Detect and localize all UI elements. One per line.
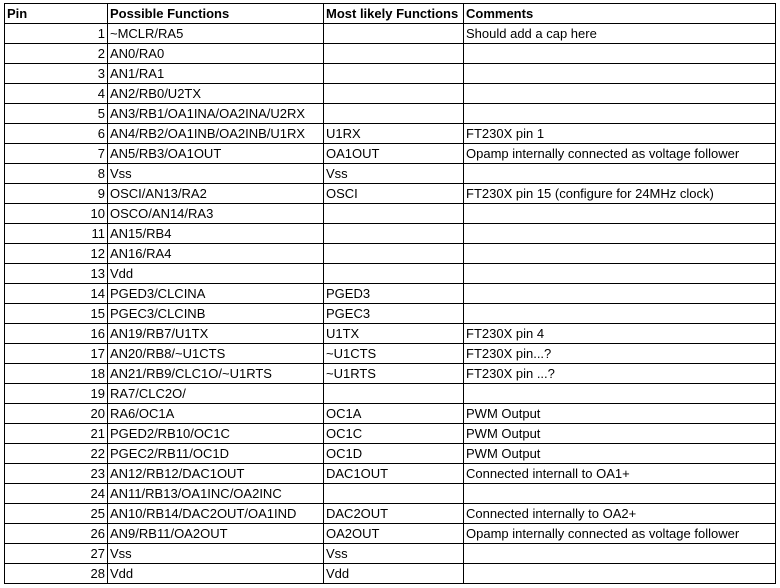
pin-cell[interactable]: 2 bbox=[5, 44, 108, 64]
possible-functions-cell[interactable]: ~MCLR/RA5 bbox=[108, 24, 324, 44]
possible-functions-cell[interactable]: AN20/RB8/~U1CTS bbox=[108, 344, 324, 364]
most-likely-function-cell[interactable] bbox=[324, 264, 464, 284]
pin-cell[interactable]: 18 bbox=[5, 364, 108, 384]
comment-cell[interactable] bbox=[464, 564, 776, 584]
table-row bbox=[5, 484, 776, 504]
most-likely-function-cell[interactable]: OC1A bbox=[324, 404, 464, 424]
table-row bbox=[5, 44, 776, 64]
possible-functions-cell[interactable]: Vss bbox=[108, 164, 324, 184]
comment-cell[interactable] bbox=[464, 544, 776, 564]
pin-function-table bbox=[4, 3, 776, 584]
comment-cell[interactable]: PWM Output bbox=[464, 424, 776, 444]
comment-cell[interactable]: Connected internall to OA1+ bbox=[464, 464, 776, 484]
possible-functions-cell[interactable]: AN1/RA1 bbox=[108, 64, 324, 84]
table-row bbox=[5, 524, 776, 544]
table-row bbox=[5, 464, 776, 484]
most-likely-function-cell[interactable]: Vss bbox=[324, 544, 464, 564]
most-likely-function-cell[interactable]: Vss bbox=[324, 164, 464, 184]
most-likely-function-cell[interactable]: OA2OUT bbox=[324, 524, 464, 544]
comment-cell[interactable]: Connected internally to OA2+ bbox=[464, 504, 776, 524]
comment-cell[interactable] bbox=[464, 244, 776, 264]
possible-functions-cell[interactable]: AN11/RB13/OA1INC/OA2INC bbox=[108, 484, 324, 504]
most-likely-function-cell[interactable] bbox=[324, 244, 464, 264]
pin-cell[interactable]: 22 bbox=[5, 444, 108, 464]
pin-cell[interactable]: 21 bbox=[5, 424, 108, 444]
pin-cell[interactable]: 6 bbox=[5, 124, 108, 144]
most-likely-function-cell[interactable]: ~U1CTS bbox=[324, 344, 464, 364]
pin-cell[interactable]: 17 bbox=[5, 344, 108, 364]
most-likely-function-cell[interactable]: ~U1RTS bbox=[324, 364, 464, 384]
table-row bbox=[5, 104, 776, 124]
table-row bbox=[5, 504, 776, 524]
table-row bbox=[5, 344, 776, 364]
pin-cell[interactable]: 16 bbox=[5, 324, 108, 344]
possible-functions-cell[interactable]: AN15/RB4 bbox=[108, 224, 324, 244]
comment-cell[interactable]: FT230X pin 4 bbox=[464, 324, 776, 344]
table-row bbox=[5, 324, 776, 344]
comment-cell[interactable] bbox=[464, 204, 776, 224]
table-row bbox=[5, 64, 776, 84]
most-likely-function-cell[interactable]: Vdd bbox=[324, 564, 464, 584]
most-likely-function-cell[interactable] bbox=[324, 44, 464, 64]
pin-cell[interactable]: 11 bbox=[5, 224, 108, 244]
pin-cell[interactable]: 26 bbox=[5, 524, 108, 544]
comment-cell[interactable] bbox=[464, 164, 776, 184]
possible-functions-cell[interactable]: AN4/RB2/OA1INB/OA2INB/U1RX bbox=[108, 124, 324, 144]
table-row bbox=[5, 144, 776, 164]
header-possible-functions[interactable]: Possible Functions bbox=[108, 4, 324, 24]
comment-cell[interactable] bbox=[464, 84, 776, 104]
most-likely-function-cell[interactable]: U1RX bbox=[324, 124, 464, 144]
most-likely-function-cell[interactable] bbox=[324, 484, 464, 504]
table-row bbox=[5, 264, 776, 284]
pin-cell[interactable]: 20 bbox=[5, 404, 108, 424]
possible-functions-cell[interactable]: AN19/RB7/U1TX bbox=[108, 324, 324, 344]
pin-cell[interactable]: 25 bbox=[5, 504, 108, 524]
comment-cell[interactable] bbox=[464, 264, 776, 284]
table-row bbox=[5, 204, 776, 224]
comment-cell[interactable] bbox=[464, 64, 776, 84]
pin-cell[interactable]: 23 bbox=[5, 464, 108, 484]
possible-functions-cell[interactable]: OSCO/AN14/RA3 bbox=[108, 204, 324, 224]
table-row bbox=[5, 84, 776, 104]
most-likely-function-cell[interactable] bbox=[324, 24, 464, 44]
table-row bbox=[5, 24, 776, 44]
table-row bbox=[5, 164, 776, 184]
comment-cell[interactable]: FT230X pin ...? bbox=[464, 364, 776, 384]
table-row bbox=[5, 544, 776, 564]
possible-functions-cell[interactable]: PGEC3/CLCINB bbox=[108, 304, 324, 324]
pin-cell[interactable]: 4 bbox=[5, 84, 108, 104]
possible-functions-cell[interactable]: AN9/RB11/OA2OUT bbox=[108, 524, 324, 544]
comment-cell[interactable] bbox=[464, 284, 776, 304]
possible-functions-cell[interactable]: PGED3/CLCINA bbox=[108, 284, 324, 304]
pin-cell[interactable]: 27 bbox=[5, 544, 108, 564]
pin-cell[interactable]: 15 bbox=[5, 304, 108, 324]
possible-functions-cell[interactable]: AN2/RB0/U2TX bbox=[108, 84, 324, 104]
most-likely-function-cell[interactable]: PGED3 bbox=[324, 284, 464, 304]
most-likely-function-cell[interactable] bbox=[324, 224, 464, 244]
table-row bbox=[5, 444, 776, 464]
most-likely-function-cell[interactable]: OA1OUT bbox=[324, 144, 464, 164]
table-body bbox=[5, 24, 776, 584]
possible-functions-cell[interactable]: PGED2/RB10/OC1C bbox=[108, 424, 324, 444]
table-row bbox=[5, 284, 776, 304]
pin-cell[interactable]: 28 bbox=[5, 564, 108, 584]
header-most-likely-functions[interactable]: Most likely Functions bbox=[324, 4, 464, 24]
possible-functions-cell[interactable]: RA6/OC1A bbox=[108, 404, 324, 424]
possible-functions-cell[interactable]: AN0/RA0 bbox=[108, 44, 324, 64]
pin-cell[interactable]: 19 bbox=[5, 384, 108, 404]
possible-functions-cell[interactable]: AN5/RB3/OA1OUT bbox=[108, 144, 324, 164]
comment-cell[interactable]: Opamp internally connected as voltage follower bbox=[464, 524, 776, 544]
comment-cell[interactable] bbox=[464, 484, 776, 504]
possible-functions-cell[interactable]: Vdd bbox=[108, 264, 324, 284]
most-likely-function-cell[interactable] bbox=[324, 64, 464, 84]
pin-cell[interactable]: 8 bbox=[5, 164, 108, 184]
comment-cell[interactable] bbox=[464, 384, 776, 404]
possible-functions-cell[interactable]: PGEC2/RB11/OC1D bbox=[108, 444, 324, 464]
header-comments[interactable]: Comments bbox=[464, 4, 776, 24]
most-likely-function-cell[interactable] bbox=[324, 104, 464, 124]
possible-functions-cell[interactable]: Vdd bbox=[108, 564, 324, 584]
most-likely-function-cell[interactable]: DAC2OUT bbox=[324, 504, 464, 524]
table-row bbox=[5, 184, 776, 204]
most-likely-function-cell[interactable]: OC1C bbox=[324, 424, 464, 444]
most-likely-function-cell[interactable] bbox=[324, 84, 464, 104]
comment-cell[interactable]: Should add a cap here bbox=[464, 24, 776, 44]
possible-functions-cell[interactable]: AN12/RB12/DAC1OUT bbox=[108, 464, 324, 484]
pin-cell[interactable]: 9 bbox=[5, 184, 108, 204]
table-row bbox=[5, 364, 776, 384]
pin-cell[interactable]: 5 bbox=[5, 104, 108, 124]
pin-cell[interactable]: 13 bbox=[5, 264, 108, 284]
comment-cell[interactable]: Opamp internally connected as voltage follower bbox=[464, 144, 776, 164]
pin-cell[interactable]: 24 bbox=[5, 484, 108, 504]
pin-cell[interactable]: 1 bbox=[5, 24, 108, 44]
comment-cell[interactable]: FT230X pin...? bbox=[464, 344, 776, 364]
possible-functions-cell[interactable]: AN10/RB14/DAC2OUT/OA1IND bbox=[108, 504, 324, 524]
most-likely-function-cell[interactable] bbox=[324, 204, 464, 224]
possible-functions-cell[interactable]: AN21/RB9/CLC1O/~U1RTS bbox=[108, 364, 324, 384]
most-likely-function-cell[interactable]: OSCI bbox=[324, 184, 464, 204]
most-likely-function-cell[interactable]: DAC1OUT bbox=[324, 464, 464, 484]
most-likely-function-cell[interactable] bbox=[324, 384, 464, 404]
pin-cell[interactable]: 14 bbox=[5, 284, 108, 304]
comment-cell[interactable] bbox=[464, 104, 776, 124]
table-row bbox=[5, 304, 776, 324]
comment-cell[interactable]: PWM Output bbox=[464, 404, 776, 424]
comment-cell[interactable] bbox=[464, 304, 776, 324]
table-row bbox=[5, 424, 776, 444]
most-likely-function-cell[interactable]: OC1D bbox=[324, 444, 464, 464]
most-likely-function-cell[interactable]: PGEC3 bbox=[324, 304, 464, 324]
comment-cell[interactable]: FT230X pin 15 (configure for 24MHz clock) bbox=[464, 184, 776, 204]
possible-functions-cell[interactable]: AN16/RA4 bbox=[108, 244, 324, 264]
pin-cell[interactable]: 3 bbox=[5, 64, 108, 84]
comment-cell[interactable]: PWM Output bbox=[464, 444, 776, 464]
possible-functions-cell[interactable]: AN3/RB1/OA1INA/OA2INA/U2RX bbox=[108, 104, 324, 124]
pin-cell[interactable]: 12 bbox=[5, 244, 108, 264]
table-row bbox=[5, 224, 776, 244]
table-row bbox=[5, 404, 776, 424]
comment-cell[interactable] bbox=[464, 224, 776, 244]
possible-functions-cell[interactable]: OSCI/AN13/RA2 bbox=[108, 184, 324, 204]
pin-cell[interactable]: 7 bbox=[5, 144, 108, 164]
table-row bbox=[5, 384, 776, 404]
table-row bbox=[5, 564, 776, 584]
most-likely-function-cell[interactable]: U1TX bbox=[324, 324, 464, 344]
header-pin[interactable]: Pin bbox=[5, 4, 108, 24]
possible-functions-cell[interactable]: RA7/CLC2O/ bbox=[108, 384, 324, 404]
header-row bbox=[5, 4, 776, 24]
table-row bbox=[5, 244, 776, 264]
table-row bbox=[5, 124, 776, 144]
possible-functions-cell[interactable]: Vss bbox=[108, 544, 324, 564]
pin-cell[interactable]: 10 bbox=[5, 204, 108, 224]
comment-cell[interactable] bbox=[464, 44, 776, 64]
comment-cell[interactable]: FT230X pin 1 bbox=[464, 124, 776, 144]
